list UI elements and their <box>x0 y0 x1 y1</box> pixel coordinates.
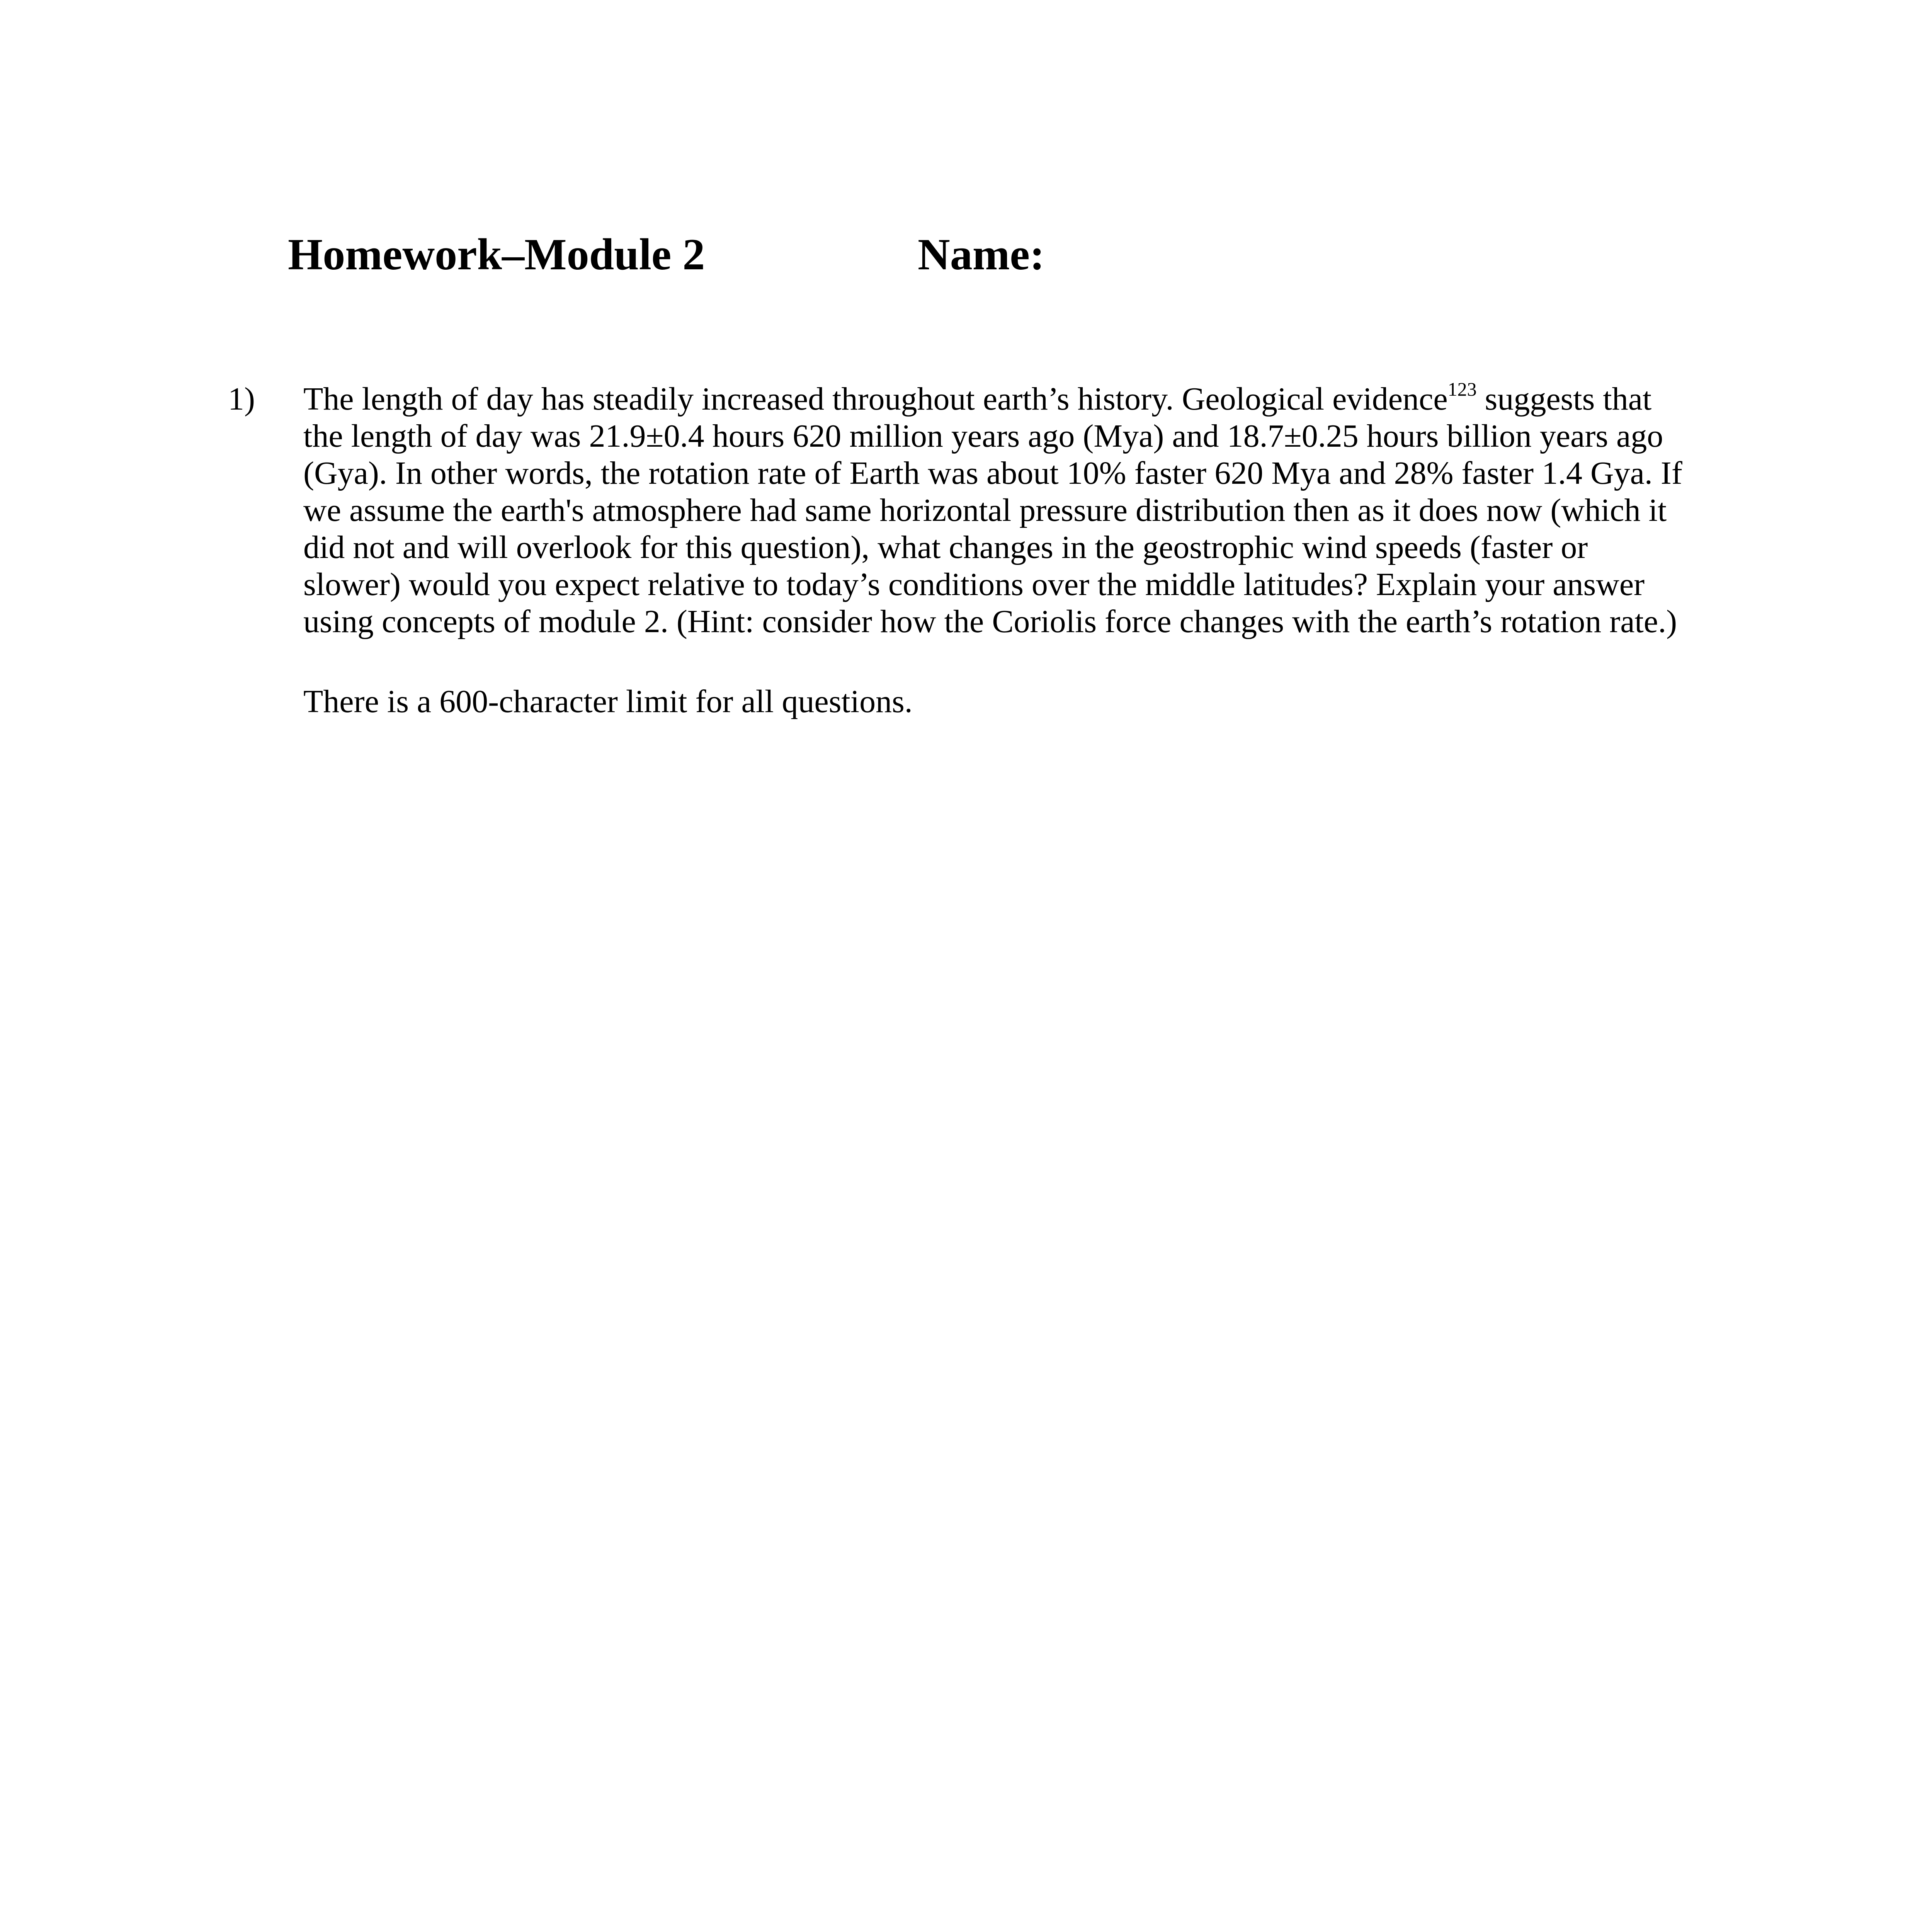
question-line: (Gya). In other words, the rotation rate of Earth was about 10% faster 620 Mya and 28% faster 1.4 Gya. If <box>303 455 1682 491</box>
homework-title: Homework–Module 2 <box>288 230 705 279</box>
footnote-reference: 123 <box>1447 378 1477 400</box>
name-label: Name: <box>918 230 1045 279</box>
character-limit-note: There is a 600-character limit for all questions. <box>303 684 913 719</box>
question-line: the length of day was 21.9±0.4 hours 620 million years ago (Mya) and 18.7±0.25 hours billion years ago <box>303 418 1663 454</box>
question-line-1-tail: suggests that <box>1476 381 1652 417</box>
question-number: 1) <box>228 381 255 417</box>
question-text <box>303 378 1733 640</box>
question-line: did not and will overlook for this question), what changes in the geostrophic wind speeds (faster or <box>303 529 1588 565</box>
question-line: using concepts of module 2. (Hint: consider how the Coriolis force changes with the earth’s rotation rate.) <box>303 604 1677 639</box>
question-line: slower) would you expect relative to today’s conditions over the middle latitudes? Explain your answer <box>303 566 1645 602</box>
question-line-1-text: The length of day has steadily increased throughout earth’s history. Geological evidence <box>303 381 1448 417</box>
question-line <box>303 378 1733 418</box>
question-line: we assume the earth's atmosphere had same horizontal pressure distribution then as it does now (which it <box>303 492 1667 528</box>
